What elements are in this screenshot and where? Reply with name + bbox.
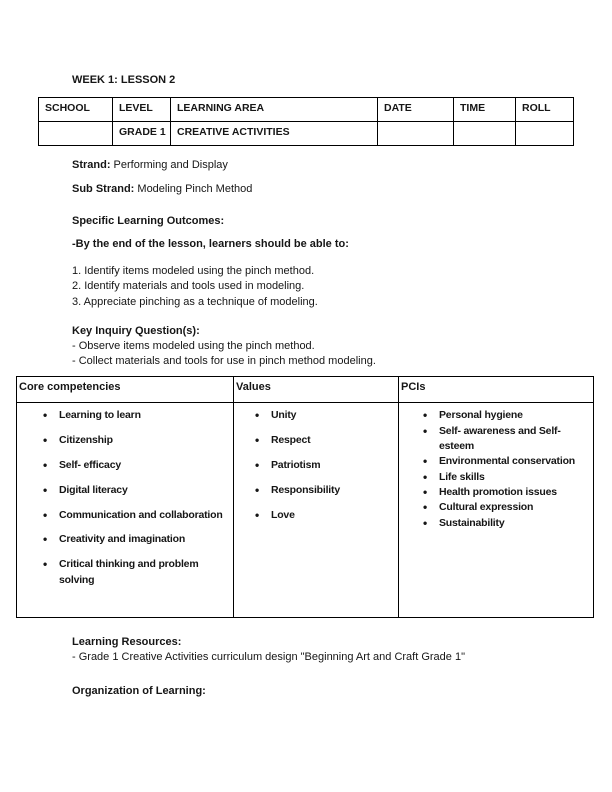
list-item: • Personal hygiene: [421, 408, 591, 423]
outcomes-heading: Specific Learning Outcomes:: [72, 215, 225, 227]
outcome-item: 2. Identify materials and tools used in modeling.: [72, 280, 305, 293]
outcome-item: 1. Identify items modeled using the pinch method.: [72, 265, 315, 277]
sub-strand-label: Sub Strand:: [72, 183, 135, 195]
list-item: • Cultural expression: [421, 500, 591, 515]
sub-strand-value: Modeling Pinch Method: [134, 183, 253, 195]
list-item: • Health promotion issues: [421, 485, 591, 500]
cell-level-label: LEVEL: [113, 98, 171, 122]
outcomes-intro: -By the end of the lesson, learners should be able to:: [72, 238, 349, 250]
cell-date-value: [378, 122, 454, 146]
list-item: • Critical thinking and problem solving: [41, 557, 231, 588]
list-item: • Learning to learn: [41, 408, 231, 423]
list-item: • Love: [253, 508, 396, 523]
cell-roll-value: [516, 122, 574, 146]
key-inquiry-item: - Collect materials and tools for use in pinch method modeling.: [72, 355, 376, 368]
core-competencies-list: [19, 408, 231, 587]
key-inquiry-heading: Key Inquiry Question(s):: [72, 324, 200, 337]
page-title: WEEK 1: LESSON 2: [72, 74, 176, 86]
list-item: • Communication and collaboration: [41, 508, 231, 523]
pcis-list: [401, 408, 591, 530]
core-competencies-header: Core competencies: [17, 377, 234, 403]
outcome-item: 3. Appreciate pinching as a technique of modeling.: [72, 295, 318, 308]
cell-level-value: GRADE 1: [113, 122, 171, 146]
values-list: [236, 408, 396, 522]
cell-time-value: [454, 122, 516, 146]
list-item: • Responsibility: [253, 483, 396, 498]
learning-resources-item: - Grade 1 Creative Activities curriculum design "Beginning Art and Craft Grade 1": [72, 651, 465, 664]
strand-label: Strand:: [72, 159, 111, 171]
cell-learning-area-label: LEARNING AREA: [171, 98, 378, 122]
values-header: Values: [234, 377, 399, 403]
header-table-row-values: [39, 122, 574, 146]
list-item: • Citizenship: [41, 433, 231, 448]
lesson-header-table: [38, 97, 574, 146]
competency-table-body-row: [17, 403, 594, 618]
cell-date-label: DATE: [378, 98, 454, 122]
outcomes-list: [72, 264, 612, 310]
list-item: • Life skills: [421, 470, 591, 485]
list-item: • Creativity and imagination: [41, 532, 231, 547]
list-item: • Self- awareness and Self- esteem: [421, 424, 591, 455]
competency-table-header-row: [17, 377, 594, 403]
learning-resources-heading: Learning Resources:: [72, 636, 182, 649]
list-item: • Self- efficacy: [41, 458, 231, 473]
organization-heading: Organization of Learning:: [72, 685, 206, 698]
cell-roll-label: ROLL: [516, 98, 574, 122]
strand-value: Performing and Display: [110, 159, 228, 171]
key-inquiry-item: - Observe items modeled using the pinch method.: [72, 339, 315, 352]
sub-strand-line: [72, 182, 612, 197]
competencies-values-pcis-table: [16, 376, 594, 618]
strand-line: [72, 158, 612, 173]
list-item: • Sustainability: [421, 516, 591, 531]
list-item: • Patriotism: [253, 458, 396, 473]
list-item: • Environmental conservation: [421, 454, 591, 469]
list-item: • Unity: [253, 408, 396, 423]
pcis-header: PCIs: [399, 377, 594, 403]
header-table-row-labels: [39, 98, 574, 122]
values-cell: [234, 403, 399, 618]
cell-school-value: [39, 122, 113, 146]
cell-time-label: TIME: [454, 98, 516, 122]
cell-learning-area-value: CREATIVE ACTIVITIES: [171, 122, 378, 146]
pcis-cell: [399, 403, 594, 618]
core-competencies-cell: [17, 403, 234, 618]
cell-school-label: SCHOOL: [39, 98, 113, 122]
list-item: • Digital literacy: [41, 483, 231, 498]
list-item: • Respect: [253, 433, 396, 448]
key-inquiry-list: [72, 339, 612, 370]
